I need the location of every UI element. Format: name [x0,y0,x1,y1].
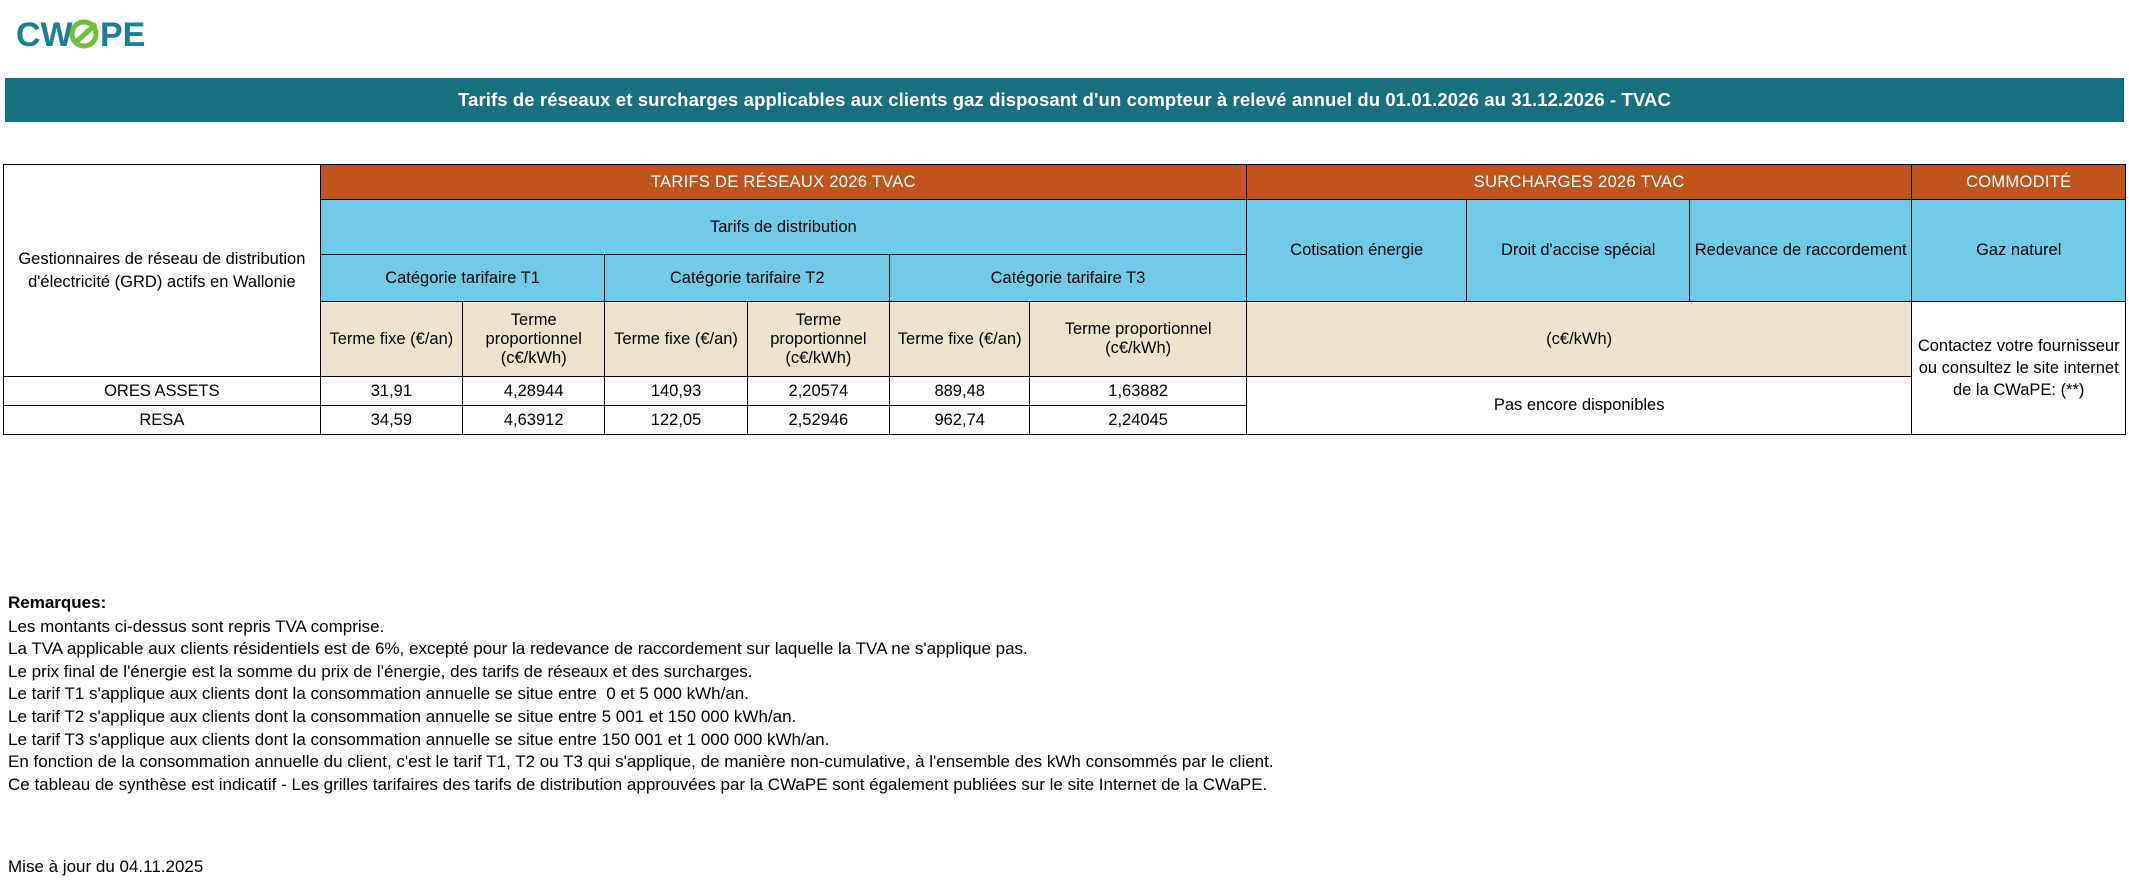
surcharge-col-redevance: Redevance de raccordement [1689,200,1912,302]
table-row-units [4,302,2126,377]
svg-text:PE: PE [100,16,146,54]
remark-line: Le tarif T1 s'applique aux clients dont la consommation annuelle se situe entre 0 et 5 000 kWh/an. [8,684,749,704]
value-t2-fixe: 140,93 [605,377,747,406]
surcharge-col-accise: Droit d'accise spécial [1467,200,1690,302]
group-header-tarifs: TARIFS DE RÉSEAUX 2026 TVAC [320,165,1246,200]
update-date: Mise à jour du 04.11.2025 [8,857,204,876]
remark-line: Le prix final de l'énergie est la somme du prix de l'énergie, des tarifs de réseaux et des surcharges. [8,661,753,681]
table-row [4,377,2126,406]
group-header-surcharges: SURCHARGES 2026 TVAC [1246,165,1912,200]
table-row-group-headers [4,165,2126,200]
svg-text:CW: CW [16,16,73,54]
grd-name: ORES ASSETS [4,377,321,406]
group-header-commodite: COMMODITÉ [1912,165,2126,200]
sub-col-t2-prop: Terme proportionnel (c€/kWh) [747,302,889,377]
grd-header-cell: Gestionnaires de réseau de distribution d'électricité (GRD) actifs en Wallonie [4,165,321,377]
tariff-table-container [3,164,2126,435]
commodity-col-gaz: Gaz naturel [1912,200,2126,302]
tariff-table [3,164,2126,435]
category-t2: Catégorie tarifaire T2 [605,255,890,302]
surcharge-unit: (c€/kWh) [1246,302,1912,377]
value-t1-fixe: 31,91 [320,377,462,406]
value-t3-fixe: 962,74 [890,406,1030,435]
sub-col-t3-prop: Terme proportionnel (c€/kWh) [1030,302,1247,377]
remark-line: La TVA applicable aux clients résidentiels est de 6%, excepté pour la redevance de raccordement sur laquelle la TVA ne s'applique pas. [8,639,1028,659]
sub-col-t1-fixe: Terme fixe (€/an) [320,302,462,377]
remark-line: En fonction de la consommation annuelle du client, c'est le tarif T1, T2 ou T3 qui s'applique, de manière non-cumulative, à l'ensemble des kWh consommés par le client. [8,752,1274,772]
value-t3-prop: 1,63882 [1030,377,1247,406]
cwape-logo [16,12,166,60]
value-t2-prop: 2,20574 [747,377,889,406]
sub-col-t2-fixe: Terme fixe (€/an) [605,302,747,377]
remarks-title: Remarques: [8,593,107,612]
remark-line: Le tarif T2 s'applique aux clients dont la consommation annuelle se situe entre 5 001 et 150 000 kWh/an. [8,706,797,726]
distribution-header: Tarifs de distribution [320,200,1246,255]
sub-col-t3-fixe: Terme fixe (€/an) [890,302,1030,377]
remarks-section [8,592,2108,796]
category-t1: Catégorie tarifaire T1 [320,255,605,302]
remark-line: Le tarif T3 s'applique aux clients dont la consommation annuelle se situe entre 150 001 et 1 000 000 kWh/an. [8,729,830,749]
value-t3-prop: 2,24045 [1030,406,1247,435]
remark-line: Ce tableau de synthèse est indicatif - Les grilles tarifaires des tarifs de distribution approuvées par la CWaPE sont également publiées sur le site Internet de la CWaPE. [8,774,1268,794]
surcharge-col-cotisation: Cotisation énergie [1246,200,1467,302]
grd-name: RESA [4,406,321,435]
table-row-subgroup-headers [4,200,2126,255]
value-t2-prop: 2,52946 [747,406,889,435]
category-t3: Catégorie tarifaire T3 [890,255,1247,302]
value-t1-fixe: 34,59 [320,406,462,435]
value-t1-prop: 4,63912 [463,406,605,435]
value-t1-prop: 4,28944 [463,377,605,406]
page-title: Tarifs de réseaux et surcharges applicables aux clients gaz disposant d'un compteur à relevé annuel du 01.01.2026 au 31.12.2026 - TVAC [5,78,2124,122]
value-t3-fixe: 889,48 [890,377,1030,406]
sub-col-t1-prop: Terme proportionnel (c€/kWh) [463,302,605,377]
remark-line: Les montants ci-dessus sont repris TVA comprise. [8,616,385,636]
surcharge-note: Pas encore disponibles [1246,377,1912,435]
commodity-note: Contactez votre fournisseur ou consultez le site internet de la CWaPE: (**) [1912,302,2126,435]
value-t2-fixe: 122,05 [605,406,747,435]
